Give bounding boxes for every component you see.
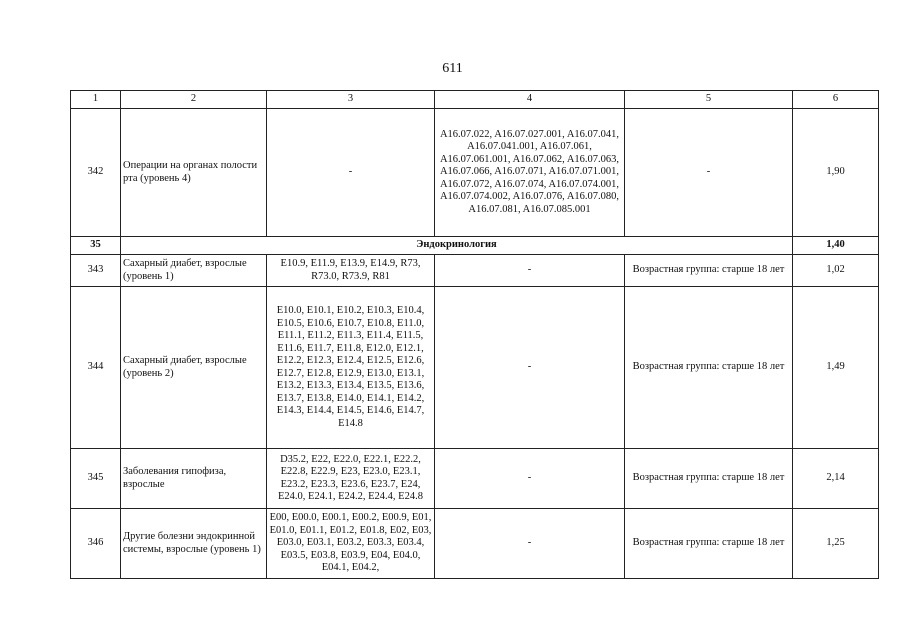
row-diagnosis-codes: - xyxy=(267,109,435,237)
section-row xyxy=(71,237,879,255)
tariff-table xyxy=(70,90,879,579)
header-cell: 6 xyxy=(793,91,879,109)
row-number: 344 xyxy=(71,287,121,449)
row-other-criteria: Возрастная группа: старше 18 лет xyxy=(625,287,793,449)
row-number: 345 xyxy=(71,449,121,509)
row-other-criteria: Возрастная группа: старше 18 лет xyxy=(625,509,793,579)
row-service-codes: - xyxy=(435,449,625,509)
table-row xyxy=(71,287,879,449)
row-other-criteria: Возрастная группа: старше 18 лет xyxy=(625,255,793,287)
row-number: 343 xyxy=(71,255,121,287)
row-other-criteria: Возрастная группа: старше 18 лет xyxy=(625,449,793,509)
row-name: Сахарный диабет, взрослые (уровень 1) xyxy=(121,255,267,287)
row-coefficient: 1,90 xyxy=(793,109,879,237)
page-number: 611 xyxy=(442,61,463,76)
row-coefficient: 1,02 xyxy=(793,255,879,287)
row-service-codes: A16.07.022, A16.07.027.001, A16.07.041, A16.07.041.001, A16.07.061, A16.07.061.001, A16.07.062, A16.07.063, A16.07.066, A16.07.071, A16.07.071.001, A16.07.072, A16.07.074, A16.07.074.001, A16.07.074.002, A16.07.076, A16.07.080, A16.07.081, A16.07.085.001 xyxy=(435,109,625,237)
row-coefficient: 2,14 xyxy=(793,449,879,509)
header-row xyxy=(71,91,879,109)
row-name: Сахарный диабет, взрослые (уровень 2) xyxy=(121,287,267,449)
row-number: 346 xyxy=(71,509,121,579)
row-coefficient: 1,25 xyxy=(793,509,879,579)
row-number: 342 xyxy=(71,109,121,237)
header-cell: 1 xyxy=(71,91,121,109)
row-diagnosis-codes: D35.2, E22, E22.0, E22.1, E22.2, E22.8, E22.9, E23, E23.0, E23.1, E23.2, E23.3, E23.6, E23.7, E24, E24.0, E24.1, E24.2, E24.4, E24.8 xyxy=(267,449,435,509)
row-other-criteria: - xyxy=(625,109,793,237)
row-diagnosis-codes: E00, E00.0, E00.1, E00.2, E00.9, E01, E01.0, E01.1, E01.2, E01.8, E02, E03, E03.0, E03.1, E03.2, E03.3, E03.4, E03.5, E03.8, E03.9, E04, E04.0, E04.1, E04.2, xyxy=(267,509,435,579)
table-row xyxy=(71,509,879,579)
table-row xyxy=(71,255,879,287)
section-coefficient: 1,40 xyxy=(793,237,879,255)
row-service-codes: - xyxy=(435,255,625,287)
table-row xyxy=(71,449,879,509)
section-number: 35 xyxy=(71,237,121,255)
row-coefficient: 1,49 xyxy=(793,287,879,449)
row-service-codes: - xyxy=(435,509,625,579)
row-name: Другие болезни эндокринной системы, взрослые (уровень 1) xyxy=(121,509,267,579)
header-cell: 5 xyxy=(625,91,793,109)
row-service-codes: - xyxy=(435,287,625,449)
header-cell: 2 xyxy=(121,91,267,109)
section-title: Эндокринология xyxy=(121,237,793,255)
row-diagnosis-codes: E10.9, E11.9, E13.9, E14.9, R73, R73.0, R73.9, R81 xyxy=(267,255,435,287)
header-cell: 4 xyxy=(435,91,625,109)
row-diagnosis-codes: E10.0, E10.1, E10.2, E10.3, E10.4, E10.5, E10.6, E10.7, E10.8, E11.0, E11.1, E11.2, E11.3, E11.4, E11.5, E11.6, E11.7, E11.8, E12.0, E12.1, E12.2, E12.3, E12.4, E12.5, E12.6, E12.7, E12.8, E12.9, E13.0, E13.1, E13.2, E13.3, E13.4, E13.5, E13.6, E13.7, E13.8, E14.0, E14.1, E14.2, E14.3, E14.4, E14.5, E14.6, E14.7, E14.8 xyxy=(267,287,435,449)
row-name: Заболевания гипофиза, взрослые xyxy=(121,449,267,509)
row-name: Операции на органах полости рта (уровень 4) xyxy=(121,109,267,237)
table-row xyxy=(71,109,879,237)
header-cell: 3 xyxy=(267,91,435,109)
